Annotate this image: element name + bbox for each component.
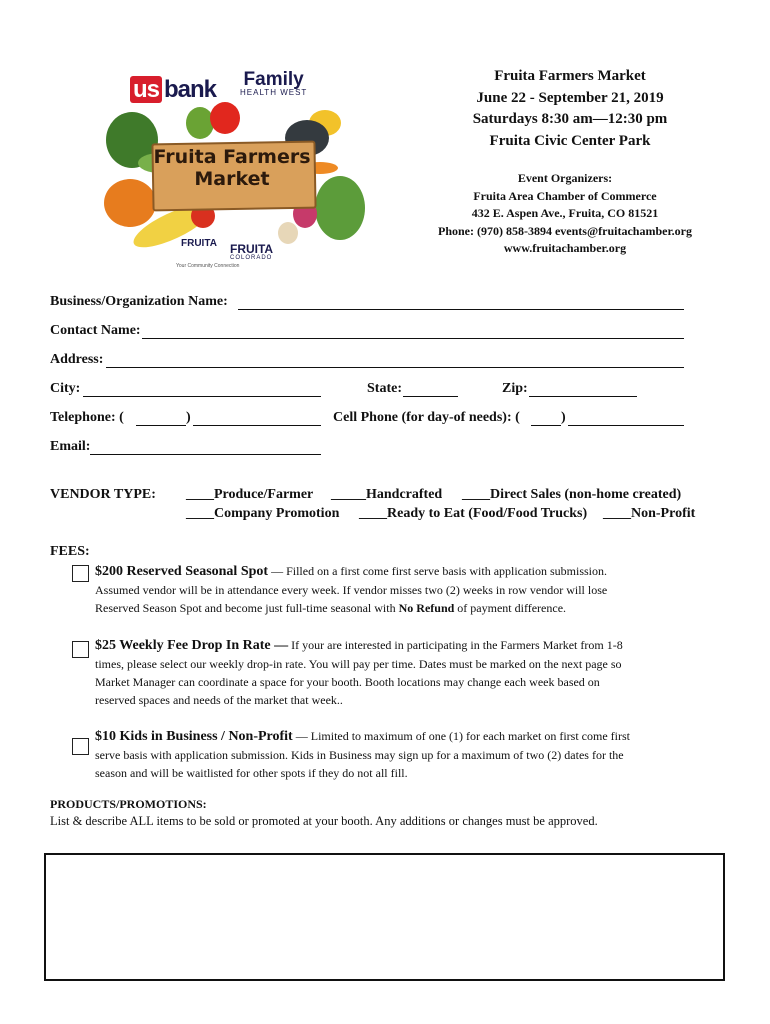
vendor-option-ready-to-eat[interactable]: ____Ready to Eat (Food/Food Trucks)	[359, 506, 588, 521]
organizer-contact: Phone: (970) 858-3894 events@fruitachamber.org	[437, 223, 692, 238]
contact-name-field[interactable]	[142, 338, 684, 339]
event-dates: June 22 - September 21, 2019	[476, 89, 664, 106]
products-textarea[interactable]	[44, 853, 725, 981]
organizer-name: Fruita Area Chamber of Commerce	[473, 188, 657, 203]
products-heading: PRODUCTS/PROMOTIONS:	[50, 797, 207, 811]
leaf-icon	[315, 176, 365, 240]
pepper-icon	[186, 107, 214, 139]
pumpkin-icon	[104, 179, 156, 227]
pepper-icon	[210, 102, 240, 134]
products-instructions: List & describe ALL items to be sold or promoted at your booth. Any additions or changes must be approved.	[50, 814, 598, 828]
event-info	[420, 66, 720, 152]
vendor-option-direct-sales[interactable]: ____Direct Sales (non-home created)	[462, 487, 682, 502]
organizer-address: 432 E. Aspen Ave., Fruita, CO 81521	[471, 206, 659, 220]
fee-kids-checkbox[interactable]	[72, 738, 89, 755]
vendor-type-label: VENDOR TYPE:	[50, 487, 156, 502]
address-field[interactable]	[106, 367, 684, 368]
email-field[interactable]	[90, 454, 321, 455]
fruita-colorado-logo: FRUITA COLORADO	[230, 242, 274, 261]
fee-weekly-checkbox[interactable]	[72, 641, 89, 658]
telephone-label: Telephone: (	[50, 410, 124, 425]
zip-label: Zip:	[502, 381, 528, 396]
event-hours: Saturdays 8:30 am—12:30 pm	[472, 111, 668, 127]
telephone-number-field[interactable]	[193, 425, 321, 426]
logo-tagline: Your Community Connection	[176, 263, 240, 269]
logo-title: Fruita Farmers Market	[153, 146, 311, 190]
telephone-paren: )	[186, 410, 191, 425]
city-field[interactable]	[83, 396, 321, 397]
vendor-option-produce[interactable]: ____Produce/Farmer	[186, 487, 314, 502]
us-bank-logo: us bank	[130, 76, 216, 104]
zip-field[interactable]	[529, 396, 637, 397]
telephone-area-code-field[interactable]	[136, 425, 186, 426]
cell-area-code-field[interactable]	[531, 425, 561, 426]
fee-weekly-title: $25 Weekly Fee Drop In Rate —	[95, 638, 289, 653]
family-health-west-logo: Family HEALTH WEST	[240, 69, 308, 97]
fee-kids: $10 Kids in Business / Non-Profit — Limited to maximum of one (1) for each market on first come first serve basis with application submission. Kids in Business may sign up for a maximum of two (2) dates for the season and will be waitlisted for other spots if they do not all fill.	[95, 729, 630, 780]
event-location: Fruita Civic Center Park	[489, 132, 651, 149]
city-label: City:	[50, 381, 81, 396]
vendor-option-handcrafted[interactable]: _____Handcrafted	[331, 487, 443, 502]
cell-paren: )	[561, 410, 566, 425]
organizers-info	[400, 170, 730, 258]
cell-number-field[interactable]	[568, 425, 684, 426]
fee-seasonal-title: $200 Reserved Seasonal Spot	[95, 564, 269, 579]
organizer-website: www.fruitachamber.org	[503, 241, 627, 255]
vendor-option-non-profit[interactable]: ____Non-Profit	[603, 506, 696, 521]
contact-name-label: Contact Name:	[50, 323, 141, 338]
state-field[interactable]	[403, 396, 458, 397]
address-label: Address:	[50, 352, 104, 367]
event-name: Fruita Farmers Market	[494, 68, 646, 84]
vendor-option-company-promotion[interactable]: ____Company Promotion	[186, 506, 340, 521]
email-label: Email:	[50, 439, 91, 454]
business-name-label: Business/Organization Name:	[50, 294, 228, 309]
business-name-field[interactable]	[238, 309, 684, 310]
state-label: State:	[367, 381, 402, 396]
fees-heading: FEES:	[50, 544, 90, 559]
fee-kids-title: $10 Kids in Business / Non-Profit	[95, 729, 293, 744]
fee-seasonal: $200 Reserved Seasonal Spot — Filled on a first come first serve basis with application submission. Assumed vendor will be in attendance every week. If vendor misses two (2) weeks in row vendor will lose Reserved Season Spot and become just full-time seasonal with No Refund of payment difference.	[95, 564, 608, 615]
onion-icon	[278, 222, 298, 244]
no-refund-text: No Refund	[398, 601, 455, 615]
fee-seasonal-checkbox[interactable]	[72, 565, 89, 582]
organizers-heading: Event Organizers:	[517, 171, 613, 185]
cell-phone-label: Cell Phone (for day-of needs): (	[333, 410, 520, 425]
fee-weekly: $25 Weekly Fee Drop In Rate — If your are interested in participating in the Farmers Market from 1-8 times, please select our weekly drop-in rate. You will pay per time. Dates must be marked on the next page so Market Manager can coordinate a space for your booth. Booth locations may change each week based on reserved spaces and needs of the market that week..	[95, 638, 623, 707]
fruita-badge-logo: FRUITA	[181, 238, 217, 249]
